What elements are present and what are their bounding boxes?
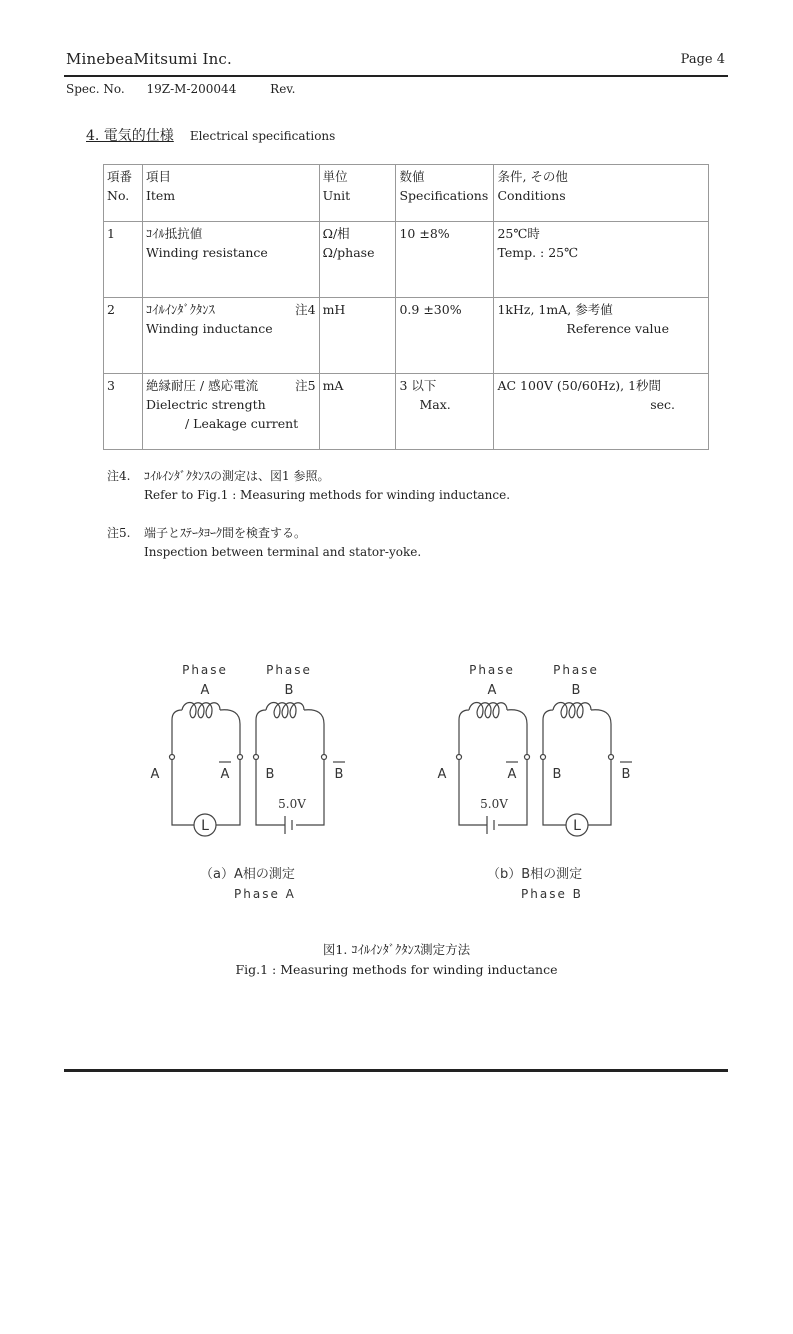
table-row xyxy=(104,298,709,374)
phase-label-b2: Phase xyxy=(553,663,599,677)
spec-label: Spec. No. xyxy=(66,82,125,96)
terminal-b-bar1: B xyxy=(334,767,344,782)
figure-caption-en: Fig.1 : Measuring methods for winding inductance xyxy=(235,962,558,977)
row-unit: Ω/相 Ω/phase xyxy=(319,222,396,298)
inductor-b1 xyxy=(256,703,324,756)
terminal-dot xyxy=(170,755,175,760)
battery-wire-b xyxy=(459,760,527,825)
figure-caption-jp: 図1. ｺｲﾙｲﾝﾀﾞｸﾀﾝｽ測定方法 xyxy=(322,942,471,957)
note-5: 注5. 端子とｽﾃｰﾀﾖｰｸ間を検査する。 Inspection between terminal and stator-yoke. xyxy=(107,526,422,559)
subcaption-b-jp: （b）B相の測定 xyxy=(487,867,583,882)
row-spec: 3 以下 Max. xyxy=(396,374,494,450)
row-condition: AC 100V (50/60Hz), 1秒間 sec. xyxy=(494,374,709,450)
terminal-b-bar2: B xyxy=(621,767,631,782)
inductor-b2 xyxy=(543,703,611,756)
inductor-a2 xyxy=(459,703,527,756)
header-cell: 条件, その他 Conditions xyxy=(494,165,709,222)
header-cell: 項目 Item xyxy=(142,165,319,222)
row-item: 絶縁耐圧 / 感応電流 注5 Dielectric strength / Leakage current xyxy=(142,374,319,450)
terminal-dot xyxy=(254,755,259,760)
terminal-a2: A xyxy=(437,767,447,782)
inductor-a1 xyxy=(172,703,240,756)
subcaption-a-jp: （a）A相の測定 xyxy=(200,867,295,882)
terminal-dot xyxy=(541,755,546,760)
subcaption-b-en: Phase B xyxy=(521,887,583,901)
voltage-label-a: 5.0V xyxy=(278,797,306,811)
coil-label-a1: A xyxy=(200,683,210,698)
coil-label-b2: B xyxy=(571,683,581,698)
figure-caption xyxy=(0,940,793,980)
row-item: ｺｲﾙ抵抗値 Winding resistance xyxy=(142,222,319,298)
section-title-jp: 4. 電気的仕様 xyxy=(86,128,174,144)
row-spec: 10 ±8% xyxy=(396,222,494,298)
section-title-en: Electrical specifications xyxy=(189,129,336,143)
meter-label-b: L xyxy=(573,818,581,834)
row-unit: mA xyxy=(319,374,396,450)
row-condition: 1kHz, 1mA, 参考値 Reference value xyxy=(494,298,709,374)
header-cell: 項番 No. xyxy=(104,165,143,222)
terminal-dot xyxy=(238,755,243,760)
row-no: 3 xyxy=(104,374,143,450)
row-spec: 0.9 ±30% xyxy=(396,298,494,374)
phase-label-b1: Phase xyxy=(266,663,312,677)
company-name: MinebeaMitsumi Inc. xyxy=(66,50,233,68)
electrical-spec-table xyxy=(103,164,709,450)
table-row xyxy=(104,222,709,298)
terminal-a-bar2: A xyxy=(507,767,517,782)
rev-label: Rev. xyxy=(270,82,296,96)
row-item: ｺｲﾙｲﾝﾀﾞｸﾀﾝｽ 注4 Winding inductance xyxy=(142,298,319,374)
terminal-a1: A xyxy=(150,767,160,782)
voltage-label-b: 5.0V xyxy=(480,797,508,811)
spec-line xyxy=(66,82,295,96)
coil-label-a2: A xyxy=(487,683,497,698)
row-unit: mH xyxy=(319,298,396,374)
terminal-b1: B xyxy=(265,767,275,782)
header-divider xyxy=(64,75,728,77)
terminal-dot xyxy=(322,755,327,760)
footer-divider xyxy=(64,1069,728,1072)
spec-number: 19Z-M-200044 xyxy=(146,82,237,96)
note-4: 注4. ｺｲﾙｲﾝﾀﾞｸﾀﾝｽの測定は、図1 参照。 Refer to Fig.1 : Measuring methods for winding inductance. xyxy=(107,469,511,502)
section-heading xyxy=(86,125,335,145)
page-number: Page 4 xyxy=(680,52,725,67)
row-condition: 25℃時 Temp. : 25℃ xyxy=(494,222,709,298)
row-no: 2 xyxy=(104,298,143,374)
table-row xyxy=(104,374,709,450)
meter-label-a: L xyxy=(201,818,209,834)
terminal-dot xyxy=(609,755,614,760)
table-header-row xyxy=(104,165,709,222)
measurement-figure xyxy=(0,640,793,910)
terminal-dot xyxy=(457,755,462,760)
meter-wire-a xyxy=(172,760,240,825)
subcaption-a-en: Phase A xyxy=(234,887,296,901)
phase-label-a2: Phase xyxy=(469,663,515,677)
terminal-a-bar1: A xyxy=(220,767,230,782)
coil-label-b1: B xyxy=(284,683,294,698)
terminal-b2: B xyxy=(552,767,562,782)
header-cell: 単位 Unit xyxy=(319,165,396,222)
row-no: 1 xyxy=(104,222,143,298)
phase-label-a1: Phase xyxy=(182,663,228,677)
terminal-dot xyxy=(525,755,530,760)
header-cell: 数値 Specifications xyxy=(396,165,494,222)
